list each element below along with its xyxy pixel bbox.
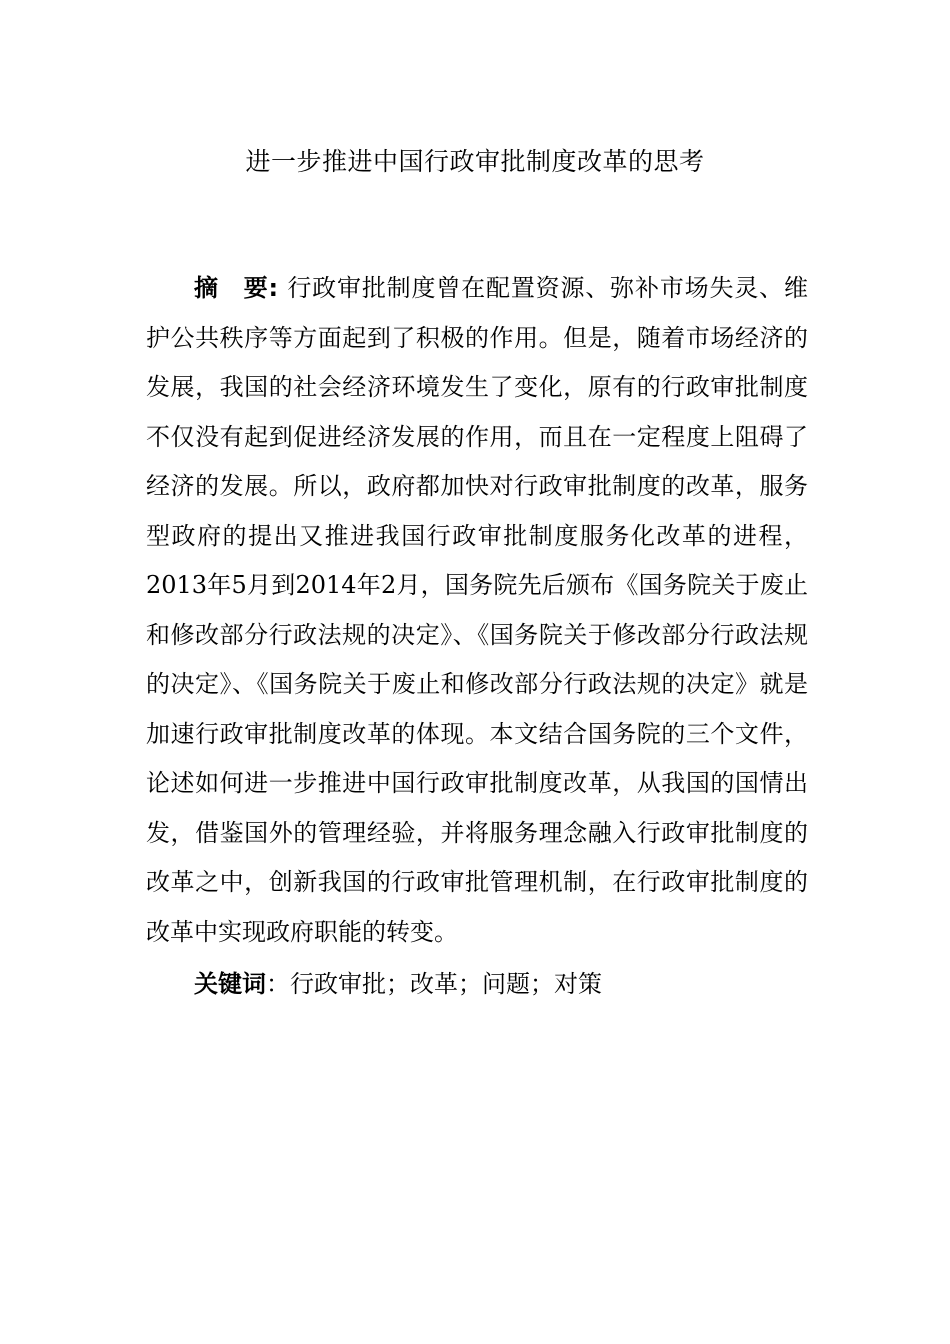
abstract-label: 摘 要 (194, 274, 269, 302)
abstract-text: 行政审批制度曾在配置资源、弥补市场失灵、维护公共秩序等方面起到了积极的作用。但是，随着市场经济的发展，我国的社会经济环境发生了变化，原有的行政审批制度不仅没有起到促进经济发展的作用，而且在一定程度上阻碍了经济的发展。所以，政府都加快对行政审批制度的改革，服务型政府的提出又推进我国行政审批制度服务化改革的进程，2013年5月到2014年2月，国务院先后颁布《国务院关于废止和修改部分行政法规的决定》、《国务院关于修改部分行政法规的决定》、《国务院关于废止和修改部分行政法规的决定》就是加速行政审批制度改革的体现。本文结合国务院的三个文件，论述如何进一步推进中国行政审批制度改革，从我国的国情出发，借鉴国外的管理经验，并将服务理念融入行政审批制度的改革之中，创新我国的行政审批管理机制，在行政审批制度的改革中实现政府职能的转变。 (146, 274, 809, 946)
abstract-separator: : (268, 274, 288, 302)
keywords-separator: ： (266, 970, 290, 998)
keywords-paragraph (146, 962, 808, 1006)
abstract-paragraph (146, 264, 808, 957)
keywords-text: 行政审批；改革；问题；对策 (290, 970, 602, 998)
keywords-label: 关键词 (194, 970, 266, 998)
document-title: 进一步推进中国行政审批制度改革的思考 (245, 147, 705, 176)
